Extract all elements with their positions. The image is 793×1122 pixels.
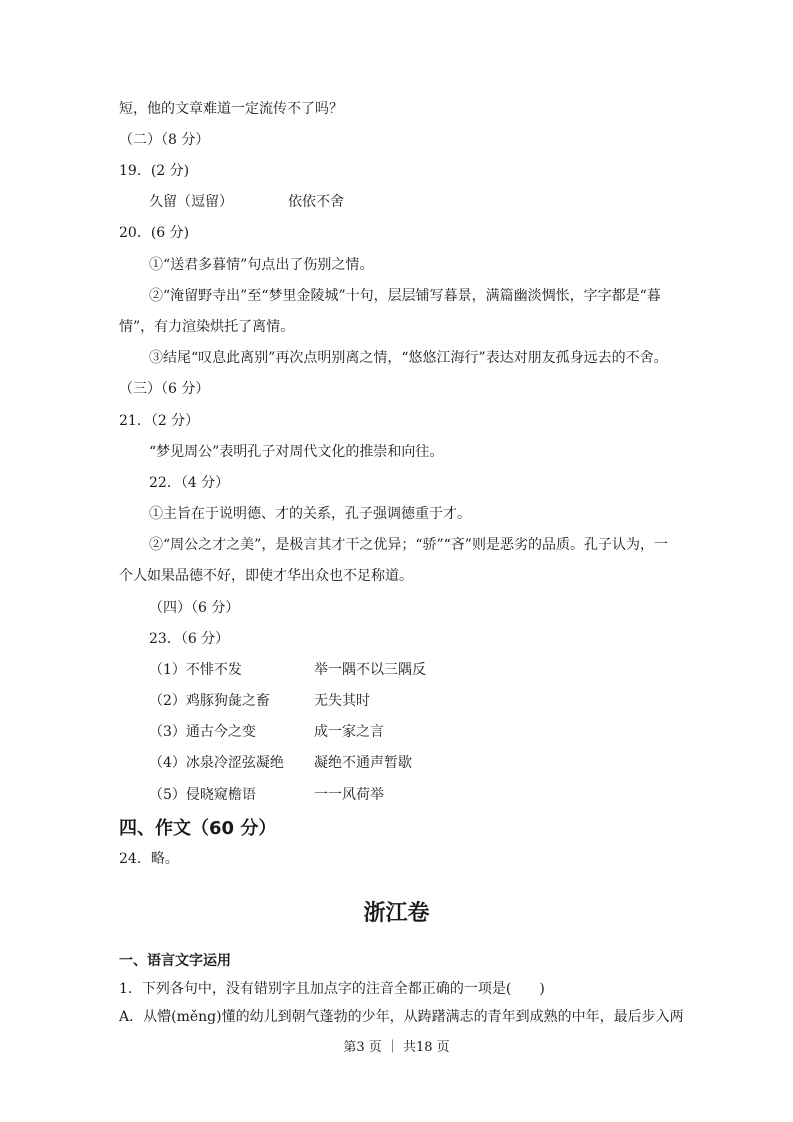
question-number: 19．(2 分) <box>119 163 190 179</box>
answer-item <box>149 786 384 804</box>
answer-text: 情”，有力渲染烘托了离情。 <box>119 319 295 335</box>
answer-text: 依依不舍 <box>288 194 344 210</box>
answer-text: 个人如果品德不好，即使才华出众也不足称道。 <box>119 568 413 584</box>
question-text: 1．下列各句中，没有错别字且加点字的注音全都正确的一项是( ) <box>119 981 545 997</box>
answer-item <box>149 692 370 710</box>
answer-text: 24．略。 <box>119 851 179 867</box>
section-heading: 一、语言文字运用 <box>119 953 231 969</box>
page-footer: 第3 页 ｜ 共18 页 <box>343 1040 450 1055</box>
question-number: 20．(6 分) <box>119 225 190 241</box>
answer-item-fill: 举一隅不以三隅反 <box>314 662 426 678</box>
section-heading: （二）（8 分） <box>119 132 210 148</box>
section-heading: （三）（6 分） <box>119 381 210 397</box>
answer-item-prompt: （3）通古今之变 <box>149 724 256 740</box>
answer-text: 久留（逗留） <box>149 194 233 210</box>
answer-item <box>149 661 426 679</box>
answer-item-prompt: （2）鸡豚狗彘之畜 <box>149 693 270 709</box>
answer-item <box>149 754 412 772</box>
answer-text: ③结尾“叹息此离别”再次点明别离之情，“悠悠江海行”表达对朋友孤身远去的不舍。 <box>149 350 668 366</box>
answer-item-fill: 成一家之言 <box>314 724 384 740</box>
answer-text: ②“淹留野寺出”至“梦里金陵城”十句，层层铺写暮景，满篇幽淡惆怅，字字都是“暮 <box>149 288 661 304</box>
page-title: 浙江卷 <box>363 901 430 926</box>
answer-item-fill: 凝绝不通声暂歇 <box>314 755 412 771</box>
answer-text: “梦见周公”表明孔子对周代文化的推崇和向往。 <box>149 444 444 460</box>
answer-item-prompt: （4）冰泉冷涩弦凝绝 <box>149 755 284 771</box>
answer-text: ①主旨在于说明德、才的关系，孔子强调德重于才。 <box>149 506 471 522</box>
answer-item-fill: 无失其时 <box>314 693 370 709</box>
answer-item <box>149 723 384 741</box>
answer-item-prompt: （5）侵晓窥檐语 <box>149 787 256 803</box>
question-number: 22．（4 分） <box>149 475 230 491</box>
text-line: 短，他的文章难道一定流传不了吗？ <box>119 101 343 117</box>
question-number: 23．（6 分） <box>149 631 230 647</box>
section-heading: （四）（6 分） <box>149 600 240 616</box>
answer-item-fill: 一一风荷举 <box>314 787 384 803</box>
option-text: A．从懵(měng)懂的幼儿到朝气蓬勃的少年，从踌躇满志的青年到成熟的中年，最后步入两 <box>119 1009 684 1025</box>
section-heading: 四、作文（60 分） <box>119 818 277 839</box>
question-number: 21．（2 分） <box>119 413 200 429</box>
answer-text: ①“送君多暮情”句点出了伤别之情。 <box>149 257 374 273</box>
answer-text: ②“周公之才之美”，是极言其才干之优异；“骄”“吝”则是恶劣的品质。孔子认为，一 <box>149 537 668 553</box>
answer-item-prompt: （1）不悱不发 <box>149 662 242 678</box>
